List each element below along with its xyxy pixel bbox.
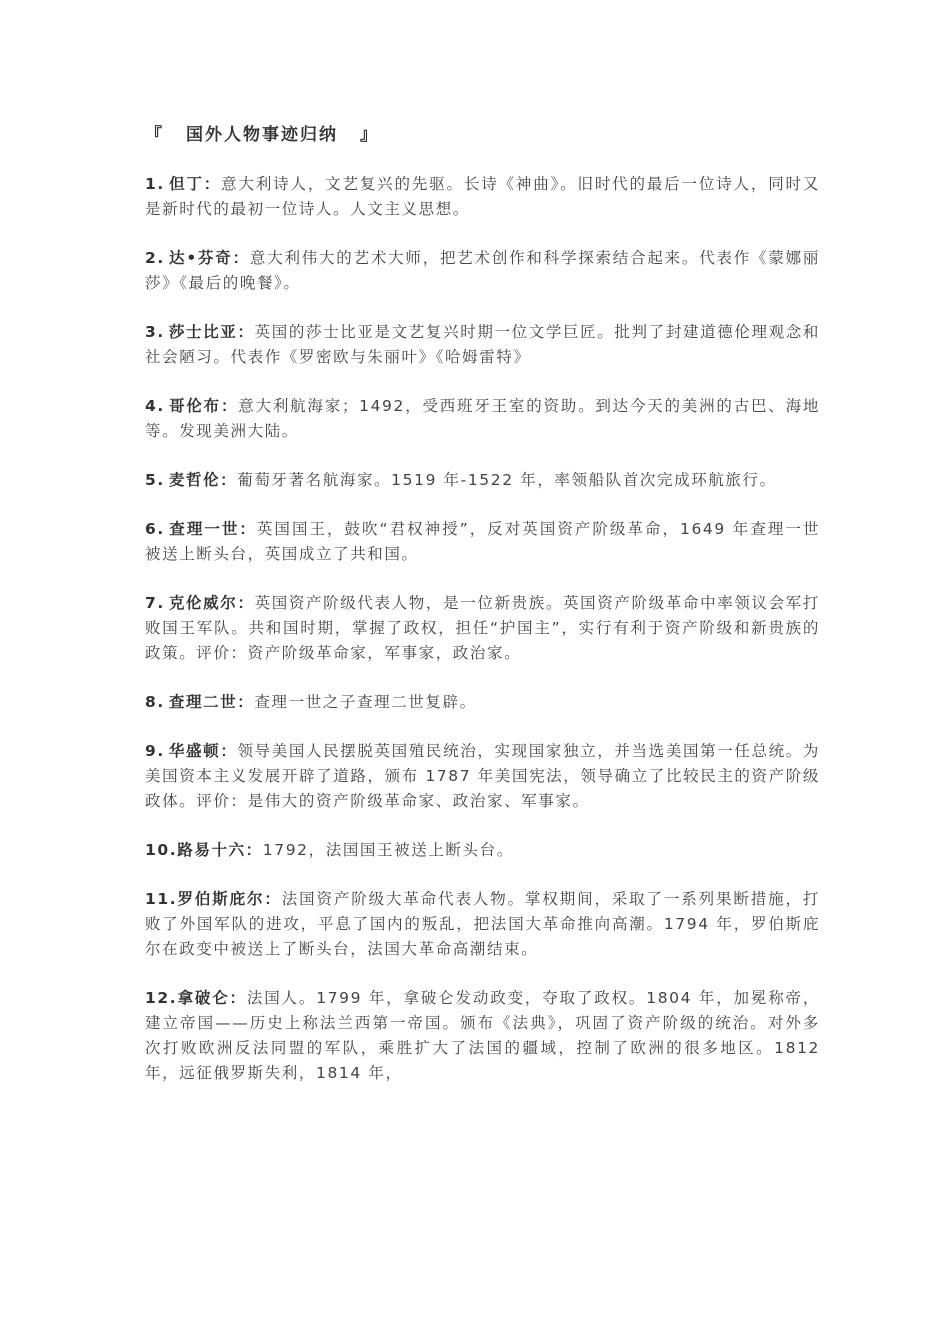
entry-name: 华盛顿：	[168, 742, 238, 760]
entry-charles-i	[145, 517, 820, 567]
entry-number: 7.	[145, 594, 165, 612]
entry-text: 葡萄牙著名航海家。1519 年-1522 年，率领船队首次完成环航旅行。	[237, 471, 777, 489]
entry-da-vinci	[145, 246, 820, 296]
entry-name: 罗伯斯庇尔：	[177, 890, 282, 908]
entry-text: 领导美国人民摆脱英国殖民统治，实现国家独立，并当选美国第一任总统。为美国资本主义发展开辟了道路，颁布 1787 年美国宪法，领导确立了比较民主的资产阶级政体。评价：是伟大的资产阶级革命家、政治家、军事家。	[145, 742, 820, 810]
entry-number: 1.	[145, 175, 165, 193]
entry-name: 路易十六：	[177, 841, 263, 859]
entry-name: 哥伦布：	[168, 397, 239, 415]
heading-close-bracket: 』	[360, 125, 379, 145]
entry-robespierre	[145, 887, 820, 962]
entry-louis-xvi	[145, 838, 820, 863]
entry-text: 法国资产阶级大革命代表人物。掌权期间，采取了一系列果断措施，打败了外国军队的进攻，平息了国内的叛乱，把法国大革命推向高潮。1794 年，罗伯斯庇尔在政变中被送上了断头台，法国大革命高潮结束。	[145, 890, 820, 958]
section-heading	[145, 122, 820, 148]
entry-name: 克伦威尔：	[168, 594, 255, 612]
entry-name: 莎士比亚：	[168, 323, 255, 341]
entry-text: 意大利伟大的艺术大师，把艺术创作和科学探索结合起来。代表作《蒙娜丽莎》《最后的晚餐》。	[145, 249, 820, 292]
entry-magellan	[145, 468, 820, 493]
entry-number: 11.	[145, 890, 178, 908]
entry-text: 1792，法国国王被送上断头台。	[262, 841, 514, 859]
entry-text: 意大利航海家；1492，受西班牙王室的资助。到达今天的美洲的古巴、海地等。发现美洲大陆。	[145, 397, 820, 440]
entry-cromwell	[145, 591, 820, 666]
entry-text: 法国人。1799 年，拿破仑发动政变，夺取了政权。1804 年，加冕称帝，建立帝国——历史上称法兰西第一帝国。颁布《法典》，巩固了资产阶级的统治。对外多次打败欧洲反法同盟的军队，乘胜扩大了法国的疆域，控制了欧洲的很多地区。1812 年，远征俄罗斯失利，1814 年，	[145, 989, 820, 1082]
entry-shakespeare	[145, 320, 820, 370]
entry-name: 达•芬奇：	[168, 249, 250, 267]
entry-name: 查理二世：	[168, 693, 255, 711]
entry-number: 4.	[145, 397, 165, 415]
entry-number: 2.	[145, 249, 165, 267]
entry-number: 12.	[145, 989, 178, 1007]
entry-number: 10.	[145, 841, 178, 859]
entry-name: 但丁：	[168, 175, 222, 193]
entry-number: 3.	[145, 323, 165, 341]
entry-text: 查理一世之子查理二世复辟。	[254, 693, 477, 711]
entry-number: 6.	[145, 520, 165, 538]
heading-title: 国外人物事迹归纳	[186, 125, 338, 145]
document-page	[145, 122, 820, 1110]
entry-name: 拿破仑：	[177, 989, 247, 1007]
entry-text: 英国的莎士比亚是文艺复兴时期一位文学巨匠。批判了封建道德伦理观念和社会陋习。代表作《罗密欧与朱丽叶》《哈姆雷特》	[145, 323, 820, 366]
entry-napoleon	[145, 986, 820, 1086]
entry-columbus	[145, 394, 820, 444]
entry-text: 英国国王，鼓吹“君权神授”，反对英国资产阶级革命，1649 年查理一世被送上断头台，英国成立了共和国。	[145, 520, 820, 563]
entry-number: 8.	[145, 693, 165, 711]
entry-text: 意大利诗人，文艺复兴的先驱。长诗《神曲》。旧时代的最后一位诗人，同时又是新时代的最初一位诗人。人文主义思想。	[145, 175, 820, 218]
entry-washington	[145, 739, 820, 814]
entry-number: 9.	[145, 742, 165, 760]
entry-number: 5.	[145, 471, 165, 489]
entry-name: 查理一世：	[168, 520, 257, 538]
entry-name: 麦哲伦：	[168, 471, 238, 489]
entry-dante	[145, 172, 820, 222]
entry-charles-ii	[145, 690, 820, 715]
entry-text: 英国资产阶级代表人物，是一位新贵族。英国资产阶级革命中率领议会军打败国王军队。共和国时期，掌握了政权，担任“护国主”，实行有利于资产阶级和新贵族的政策。评价：资产阶级革命家，军事家，政治家。	[145, 594, 820, 662]
heading-open-bracket: 『	[145, 125, 164, 145]
